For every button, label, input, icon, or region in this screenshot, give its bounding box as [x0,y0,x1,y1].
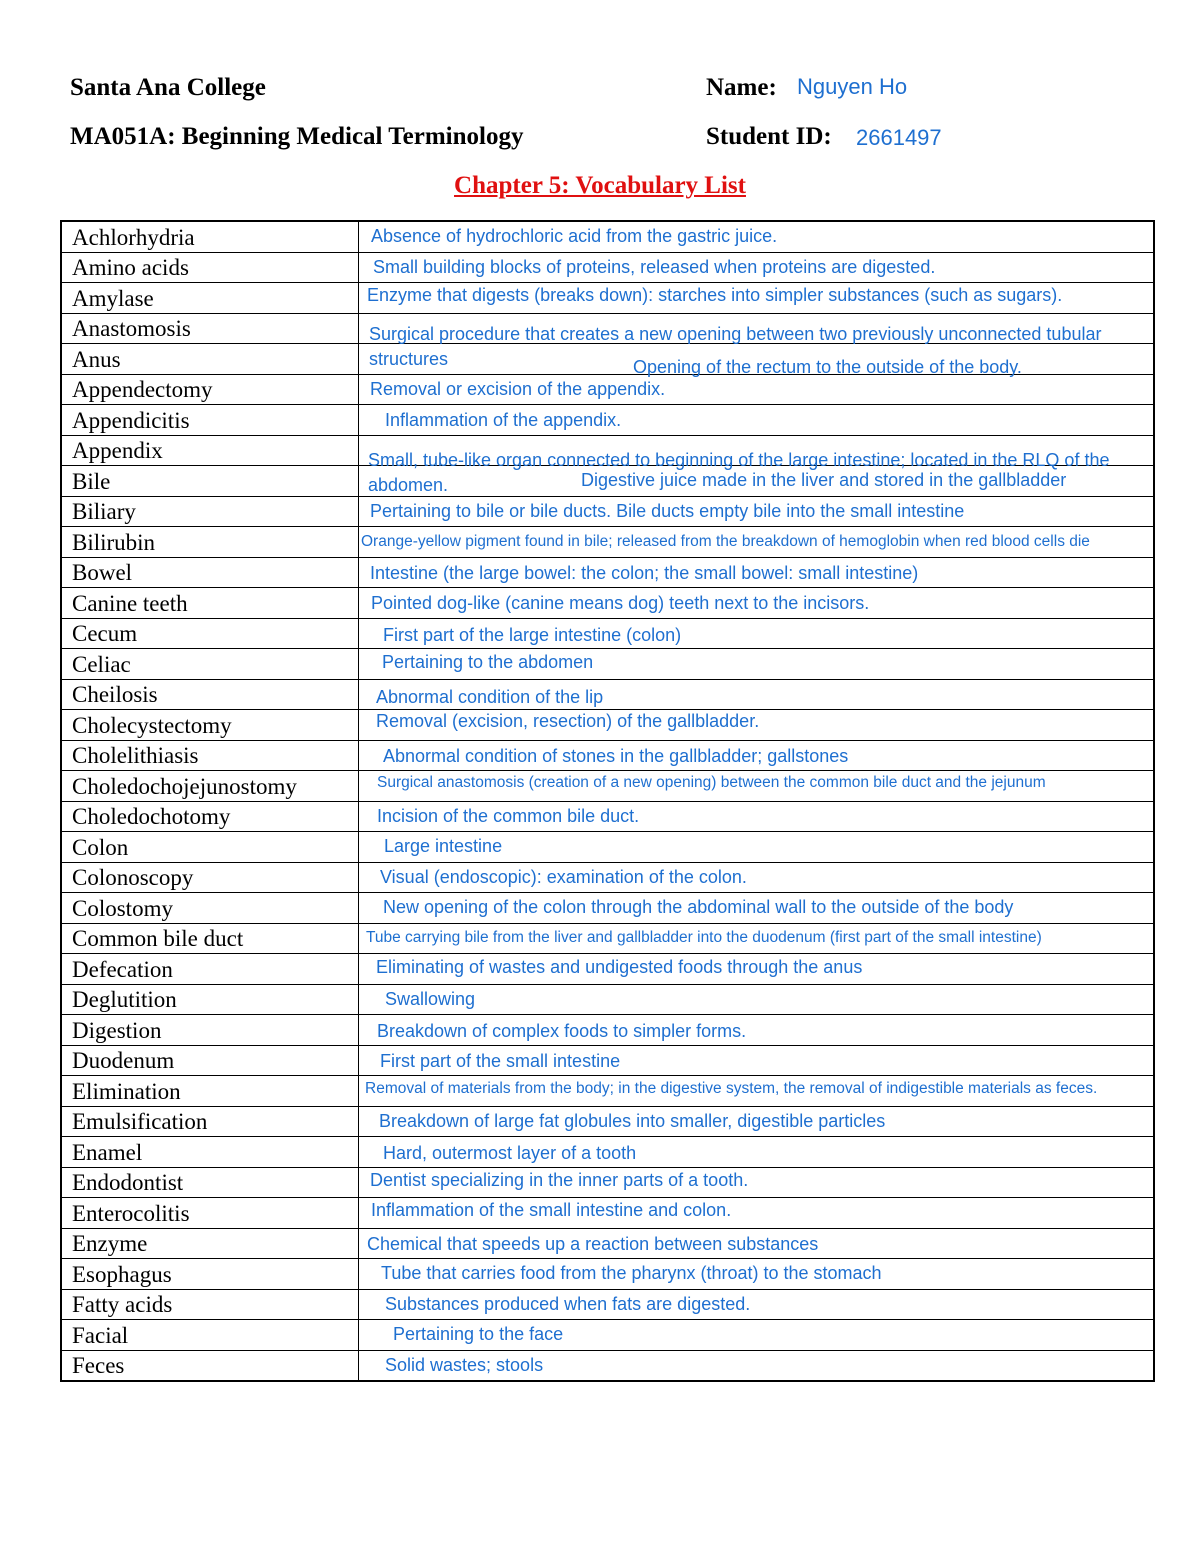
term-cell: Colonoscopy [61,862,359,893]
definition-text: Breakdown of complex foods to simpler forms. [377,1021,747,1041]
table-row [61,893,1154,924]
definition-cell [359,1137,1155,1168]
term-cell: Bowel [61,557,359,588]
student-id-label: Student ID: [706,123,832,150]
definition-text: Swallowing [385,988,476,1009]
table-row [61,283,1154,314]
definition-cell [359,984,1155,1015]
definition-text: Chemical that speeds up a reaction between substances [367,1233,819,1254]
term-cell: Choledochotomy [61,801,359,832]
student-id-value: 2661497 [856,125,942,150]
definition-text: Pertaining to bile or bile ducts. Bile ducts empty bile into the small intestine [370,500,965,521]
table-row [61,1167,1154,1198]
definition-text: Enzyme that digests (breaks down): starches into simpler substances (such as sugars). [367,285,1063,305]
table-row [61,801,1154,832]
term-cell: Duodenum [61,1045,359,1076]
table-row [61,740,1154,771]
course-title: MA051A: Beginning Medical Terminology [70,123,524,150]
definition-text: Digestive juice made in the liver and stored in the gallbladder [581,470,1067,490]
definition-cell [359,1228,1155,1259]
table-row [61,1106,1154,1137]
table-row [61,313,1154,344]
term-cell: Amino acids [61,252,359,283]
table-row [61,771,1154,802]
definition-text: Intestine (the large bowel: the colon; the small bowel: small intestine) [370,562,919,583]
table-row [61,588,1154,619]
table-row [61,923,1154,954]
table-row [61,466,1154,497]
definition-cell [359,221,1155,252]
definition-text: Pertaining to the abdomen [382,652,594,672]
definition-text: Small building blocks of proteins, released when proteins are digested. [373,256,936,277]
definition-text: Solid wastes; stools [385,1354,544,1375]
definition-cell [359,374,1155,405]
definition-text: First part of the small intestine [380,1050,621,1071]
definition-cell [359,679,1155,710]
name-label: Name: [706,74,777,101]
definition-cell [359,618,1155,649]
table-row [61,832,1154,863]
definition-text: Removal or excision of the appendix. [370,378,666,399]
college-name: Santa Ana College [70,74,266,101]
term-cell: Esophagus [61,1259,359,1290]
term-cell: Emulsification [61,1106,359,1137]
table-row [61,221,1154,252]
table-row [61,252,1154,283]
definition-cell [359,1015,1155,1046]
term-cell: Endodontist [61,1167,359,1198]
table-row [61,710,1154,741]
term-cell: Fatty acids [61,1289,359,1320]
table-row [61,679,1154,710]
definition-cell [359,893,1155,924]
page-title-text: Chapter 5: Vocabulary List [454,172,746,199]
table-row [61,862,1154,893]
definition-text: Orange-yellow pigment found in bile; released from the breakdown of hemoglobin when red blood cells die [361,533,1090,550]
definition-cell [359,862,1155,893]
definition-cell [359,1198,1155,1229]
table-row [61,1137,1154,1168]
definition-cell [359,923,1155,954]
definition-text: Abnormal condition of stones in the gallbladder; gallstones [383,745,849,766]
definition-cell [359,557,1155,588]
definition-text: Surgical procedure that creates a new opening between two previously unconnected tubular structures [369,323,1102,369]
term-cell: Cheilosis [61,679,359,710]
definition-text: Small, tube-like organ connected to beginning of the large intestine; located in the RLQ of the abdomen. [368,449,1110,495]
table-row [61,374,1154,405]
definition-text: Inflammation of the small intestine and colon. [371,1200,732,1220]
term-cell: Anastomosis [61,313,359,344]
table-row [61,1198,1154,1229]
definition-cell [359,1320,1155,1351]
definition-cell [359,344,1155,375]
term-cell: Facial [61,1320,359,1351]
definition-cell [359,466,1155,497]
table-row [61,1015,1154,1046]
definition-cell [359,1167,1155,1198]
definition-cell [359,954,1155,985]
term-cell: Feces [61,1350,359,1381]
definition-cell [359,1259,1155,1290]
definition-cell [359,1106,1155,1137]
term-cell: Cholecystectomy [61,710,359,741]
definition-text: Eliminating of wastes and undigested foods through the anus [376,957,863,977]
definition-cell [359,832,1155,863]
definition-cell [359,649,1155,680]
term-cell: Enterocolitis [61,1198,359,1229]
term-cell: Defecation [61,954,359,985]
table-row [61,1320,1154,1351]
vocabulary-table [60,220,1155,1382]
definition-cell [359,1076,1155,1107]
definition-text: Removal (excision, resection) of the gallbladder. [376,711,760,731]
table-row [61,496,1154,527]
definition-text: Tube carrying bile from the liver and gallbladder into the duodenum (first part of the small intestine) [366,928,1042,946]
definition-text: Tube that carries food from the pharynx (throat) to the stomach [381,1263,882,1283]
definition-text: Breakdown of large fat globules into smaller, digestible particles [379,1110,886,1131]
definition-cell [359,1350,1155,1381]
name-value: Nguyen Ho [797,74,908,99]
definition-text: Abnormal condition of the lip [376,686,604,707]
definition-text: Pointed dog-like (canine means dog) teeth next to the incisors. [371,593,870,613]
table-row [61,954,1154,985]
definition-cell [359,527,1155,558]
definition-cell [359,252,1155,283]
term-cell: Achlorhydria [61,221,359,252]
term-cell: Bile [61,466,359,497]
definition-text: First part of the large intestine (colon) [383,624,682,645]
table-row [61,527,1154,558]
definition-cell [359,740,1155,771]
term-cell: Canine teeth [61,588,359,619]
definition-text: New opening of the colon through the abdominal wall to the outside of the body [383,897,1014,917]
definition-text: Removal of materials from the body; in the digestive system, the removal of indigestible materials as feces. [365,1080,1098,1097]
definition-cell [359,801,1155,832]
table-row [61,1228,1154,1259]
definition-cell [359,1045,1155,1076]
definition-text: Dentist specializing in the inner parts of a tooth. [370,1169,749,1190]
term-cell: Enamel [61,1137,359,1168]
term-cell: Elimination [61,1076,359,1107]
term-cell: Cholelithiasis [61,740,359,771]
table-row [61,557,1154,588]
definition-text: Hard, outermost layer of a tooth [383,1143,637,1163]
table-row [61,1259,1154,1290]
term-cell: Appendix [61,435,359,466]
term-cell: Anus [61,344,359,375]
definition-text: Substances produced when fats are digested. [385,1293,751,1314]
term-cell: Colostomy [61,893,359,924]
term-cell: Cecum [61,618,359,649]
definition-cell [359,405,1155,436]
term-cell: Appendicitis [61,405,359,436]
definition-cell [359,283,1155,314]
definition-cell [359,588,1155,619]
term-cell: Appendectomy [61,374,359,405]
definition-text: Inflammation of the appendix. [385,410,622,430]
definition-text: Absence of hydrochloric acid from the gastric juice. [371,226,778,246]
term-cell: Enzyme [61,1228,359,1259]
table-row [61,1289,1154,1320]
definition-cell [359,1289,1155,1320]
table-row [61,1350,1154,1381]
definition-text: Pertaining to the face [393,1324,564,1344]
definition-cell [359,710,1155,741]
table-row [61,435,1154,466]
definition-text: Incision of the common bile duct. [377,805,640,826]
term-cell: Celiac [61,649,359,680]
table-row [61,344,1154,375]
page-title [0,172,1200,200]
term-cell: Colon [61,832,359,863]
vocabulary-table-body [61,221,1154,1381]
definition-cell [359,496,1155,527]
definition-text: Large intestine [384,836,503,856]
definition-text: Visual (endoscopic): examination of the colon. [380,866,747,887]
definition-text: Surgical anastomosis (creation of a new opening) between the common bile duct and the jejunum [377,774,1046,791]
term-cell: Common bile duct [61,923,359,954]
term-cell: Deglutition [61,984,359,1015]
table-row [61,1045,1154,1076]
table-row [61,1076,1154,1107]
term-cell: Digestion [61,1015,359,1046]
term-cell: Biliary [61,496,359,527]
table-row [61,405,1154,436]
table-row [61,984,1154,1015]
term-cell: Bilirubin [61,527,359,558]
table-row [61,618,1154,649]
term-cell: Amylase [61,283,359,314]
table-row [61,649,1154,680]
term-cell: Choledochojejunostomy [61,771,359,802]
definition-cell [359,771,1155,802]
definition-text: Opening of the rectum to the outside of the body. [633,357,1022,377]
